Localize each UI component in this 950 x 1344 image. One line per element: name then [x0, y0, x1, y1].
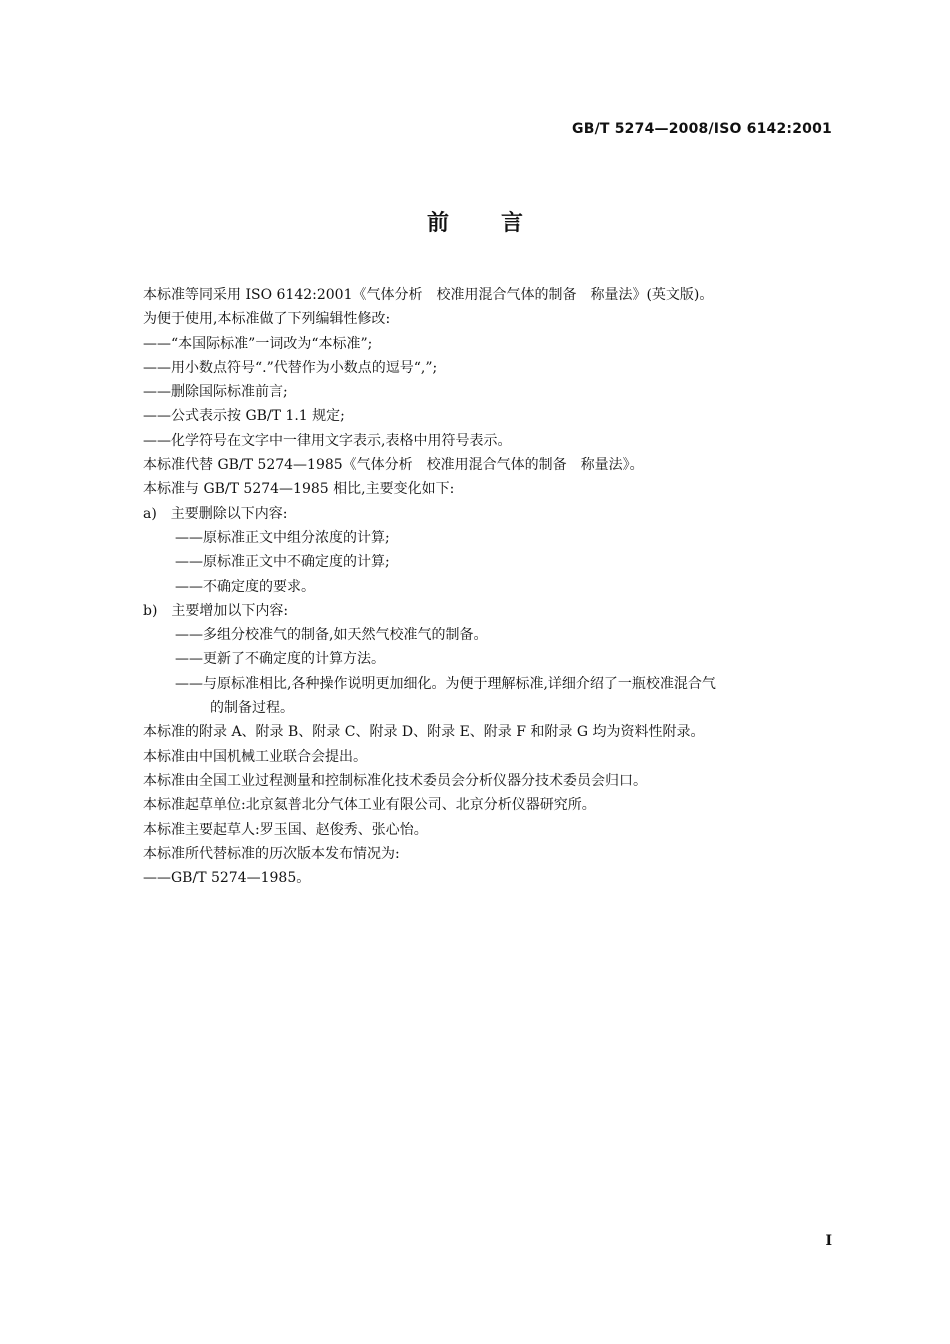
text-line: 本标准等同采用 ISO 6142:2001《气体分析 校准用混合气体的制备 称量法》(英文版)。 [143, 287, 714, 303]
text-line: 本标准由中国机械工业联合会提出。 [143, 748, 367, 765]
standard-code: GB/T 5274—2008/ISO 6142:2001 [572, 121, 832, 137]
list-item: b) 主要增加以下内容: [143, 602, 289, 619]
text-line: 本标准与 GB/T 5274—1985 相比,主要变化如下: [143, 481, 455, 498]
text-line: 为便于使用,本标准做了下列编辑性修改: [143, 311, 391, 328]
list-item: a) 主要删除以下内容: [143, 505, 288, 522]
text-line: ——“本国际标准”一词改为“本标准”; [143, 335, 373, 352]
text-line: ——多组分校准气的制备,如天然气校准气的制备。 [175, 627, 488, 644]
text-line: 本标准所代替标准的历次版本发布情况为: [143, 845, 400, 862]
text-line: ——GB/T 5274—1985。 [143, 870, 311, 887]
page-number: I [825, 1233, 832, 1249]
text-line: 本标准代替 GB/T 5274—1985《气体分析 校准用混合气体的制备 称量法》。 [143, 457, 644, 474]
text-line: ——原标准正文中不确定度的计算; [175, 554, 390, 571]
text-line: 本标准起草单位:北京氦普北分气体工业有限公司、北京分析仪器研究所。 [143, 797, 596, 814]
text-line: 本标准由全国工业过程测量和控制标准化技术委员会分析仪器分技术委员会归口。 [143, 772, 647, 789]
text-line: ——与原标准相比,各种操作说明更加细化。为便于理解标准,详细介绍了一瓶校准混合气 [175, 675, 716, 692]
page-title: 前言 [426, 211, 575, 236]
text-line: ——原标准正文中组分浓度的计算; [175, 529, 390, 546]
preface-body [143, 283, 843, 890]
text-line: 本标准主要起草人:罗玉国、赵俊秀、张心怡。 [143, 821, 428, 838]
text-line: ——公式表示按 GB/T 1.1 规定; [143, 408, 345, 425]
text-line: ——不确定度的要求。 [175, 578, 315, 595]
text-line: ——更新了不确定度的计算方法。 [175, 651, 385, 668]
text-line: ——用小数点符号“.”代替作为小数点的逗号“,”; [143, 359, 438, 376]
text-line: 的制备过程。 [210, 700, 294, 717]
text-line: ——删除国际标准前言; [143, 384, 288, 401]
text-line: 本标准的附录 A、附录 B、附录 C、附录 D、附录 E、附录 F 和附录 G 均为资料性附录。 [143, 724, 705, 741]
text-line: ——化学符号在文字中一律用文字表示,表格中用符号表示。 [143, 432, 512, 449]
